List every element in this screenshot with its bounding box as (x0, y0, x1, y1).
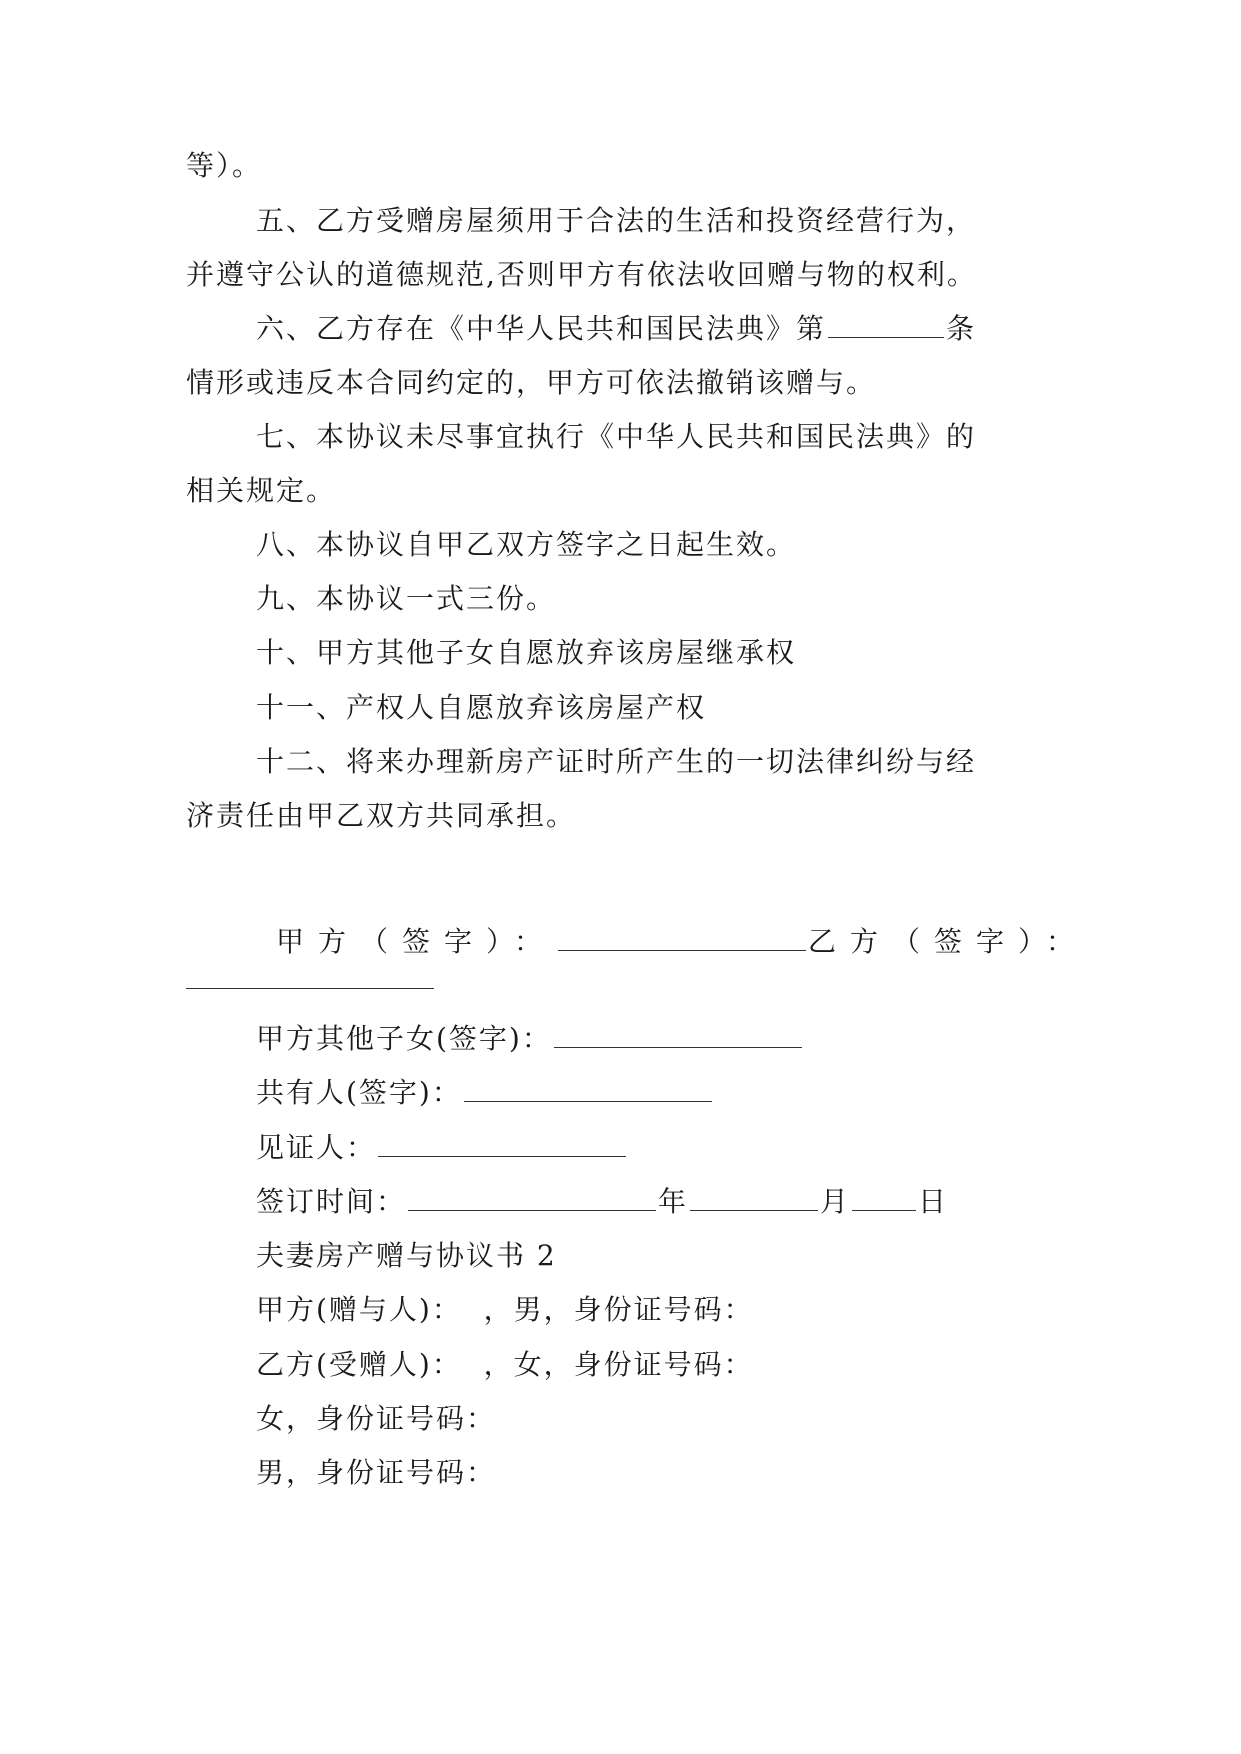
clause-6-tail: 条 (946, 312, 977, 345)
clause-10: 十、甲方其他子女自愿放弃该房屋继承权 (256, 636, 797, 669)
donee-line: 乙方(受赠人)： ，女，身份证号码： (256, 1348, 754, 1381)
witness-signature-blank[interactable] (378, 1130, 626, 1157)
paragraph-continuation: 等）。 (186, 149, 263, 182)
witness-label: 见证人： (256, 1131, 377, 1164)
children-signature-line (256, 1019, 804, 1059)
clause-7-line-2: 相关规定。 (186, 474, 337, 507)
children-signature-label: 甲方其他子女(签字)： (256, 1022, 552, 1055)
signing-date-label: 签订时间： (256, 1185, 407, 1218)
co-owner-signature-blank[interactable] (464, 1075, 712, 1102)
signing-date-line (256, 1182, 948, 1222)
year-blank[interactable] (408, 1184, 656, 1211)
party-b-signature-label: 乙方（签字）： (808, 925, 1089, 958)
clause-5-line-1: 五、乙方受赠房屋须用于合法的生活和投资经营行为， (256, 204, 977, 237)
party-b-signature-blank[interactable] (186, 988, 434, 989)
children-signature-blank[interactable] (554, 1021, 802, 1048)
clause-5-line-2: 并遵守公认的道德规范,否则甲方有依法收回赠与物的权利。 (186, 258, 977, 291)
clause-6-text: 六、乙方存在《中华人民共和国民法典》第 (256, 312, 827, 345)
witness-signature-line (256, 1128, 628, 1168)
clause-6-line-2: 情形或违反本合同约定的，甲方可依法撤销该赠与。 (186, 366, 877, 399)
clause-8: 八、本协议自甲乙双方签字之日起生效。 (256, 528, 797, 561)
article-number-blank[interactable] (828, 311, 944, 338)
clause-9: 九、本协议一式三份。 (256, 582, 557, 615)
party-a-signature-blank[interactable] (558, 924, 806, 951)
day-blank[interactable] (852, 1184, 916, 1211)
year-label: 年 (658, 1185, 689, 1218)
male-id-line: 男，身份证号码： (256, 1456, 497, 1489)
party-a-signature-label: 甲方（签字）： (276, 925, 557, 958)
clause-12-line-2: 济责任由甲乙双方共同承担。 (186, 799, 577, 832)
donor-line: 甲方(赠与人)： ，男，身份证号码： (256, 1293, 754, 1326)
clause-6-line-1 (256, 309, 976, 349)
clause-7-line-1: 七、本协议未尽事宜执行《中华人民共和国民法典》的 (256, 420, 977, 453)
month-label: 月 (820, 1185, 851, 1218)
clause-12-line-1: 十二、将来办理新房产证时所产生的一切法律纠纷与经 (256, 745, 977, 778)
month-blank[interactable] (690, 1184, 818, 1211)
day-label: 日 (918, 1185, 949, 1218)
co-owner-signature-line (256, 1073, 714, 1113)
signature-row (276, 922, 1088, 962)
female-id-line: 女，身份证号码： (256, 1402, 497, 1435)
second-agreement-title: 夫妻房产赠与协议书 2 (256, 1239, 557, 1272)
clause-11: 十一、产权人自愿放弃该房屋产权 (256, 691, 707, 724)
co-owner-signature-label: 共有人(签字)： (256, 1076, 462, 1109)
